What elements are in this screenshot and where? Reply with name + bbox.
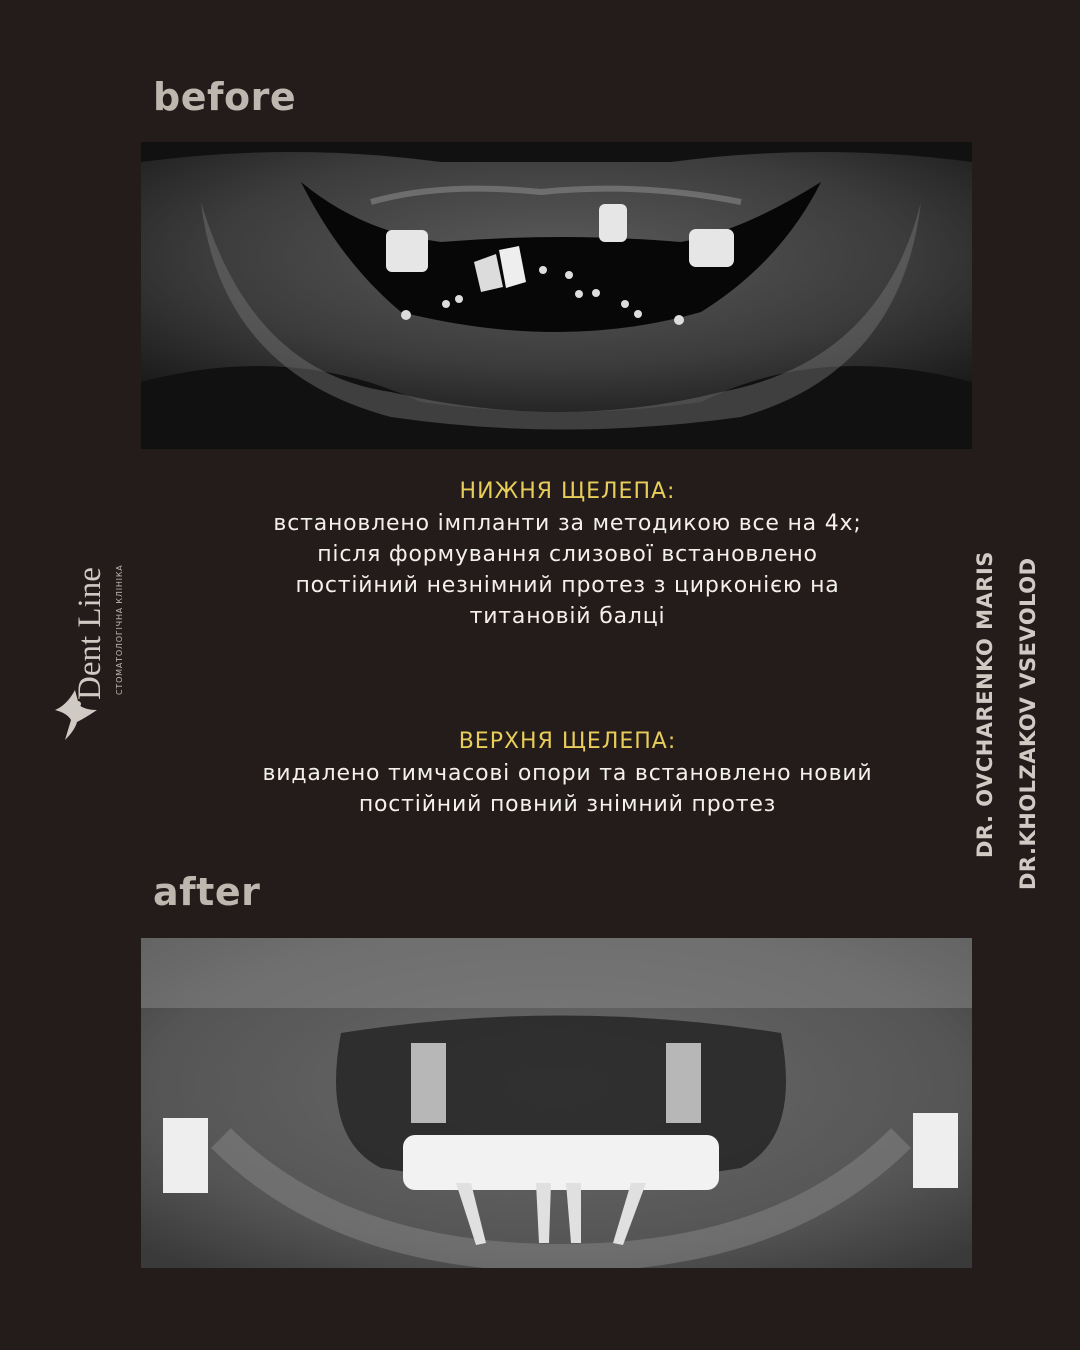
lower-jaw-heading: НИЖНЯ ЩЕЛЕПА: (459, 479, 676, 504)
lower-jaw-line: титановій балці (469, 604, 666, 629)
before-label: before (153, 75, 297, 119)
after-label: after (153, 870, 261, 914)
lower-jaw-line: після формування слизової встановлено (317, 542, 818, 567)
upper-jaw-line: постійний повний знімний протез (358, 792, 777, 817)
xray-after-image (141, 938, 972, 1268)
lower-jaw-line: постійний незнімний протез з цирконією на (295, 573, 840, 598)
doctor-name: DR.KHOLZAKOV VSEVOLOD (1016, 557, 1040, 890)
upper-jaw-heading: ВЕРХНЯ ЩЕЛЕПА: (458, 729, 677, 754)
bird-logo-icon (45, 680, 105, 750)
lower-jaw-line: встановлено імпланти за методикою все на 4х; (273, 511, 862, 536)
logo-subtitle: СТОМАТОЛОГІЧНА КЛІНІКА (115, 564, 124, 695)
upper-jaw-block (190, 726, 945, 820)
lower-jaw-block (190, 476, 945, 632)
logo-name: Dent Line (72, 567, 108, 700)
doctor-name: DR. OVCHARENKO MARIS (973, 551, 997, 858)
xray-before-image (141, 142, 972, 449)
upper-jaw-line: видалено тимчасові опори та встановлено новий (262, 761, 873, 786)
